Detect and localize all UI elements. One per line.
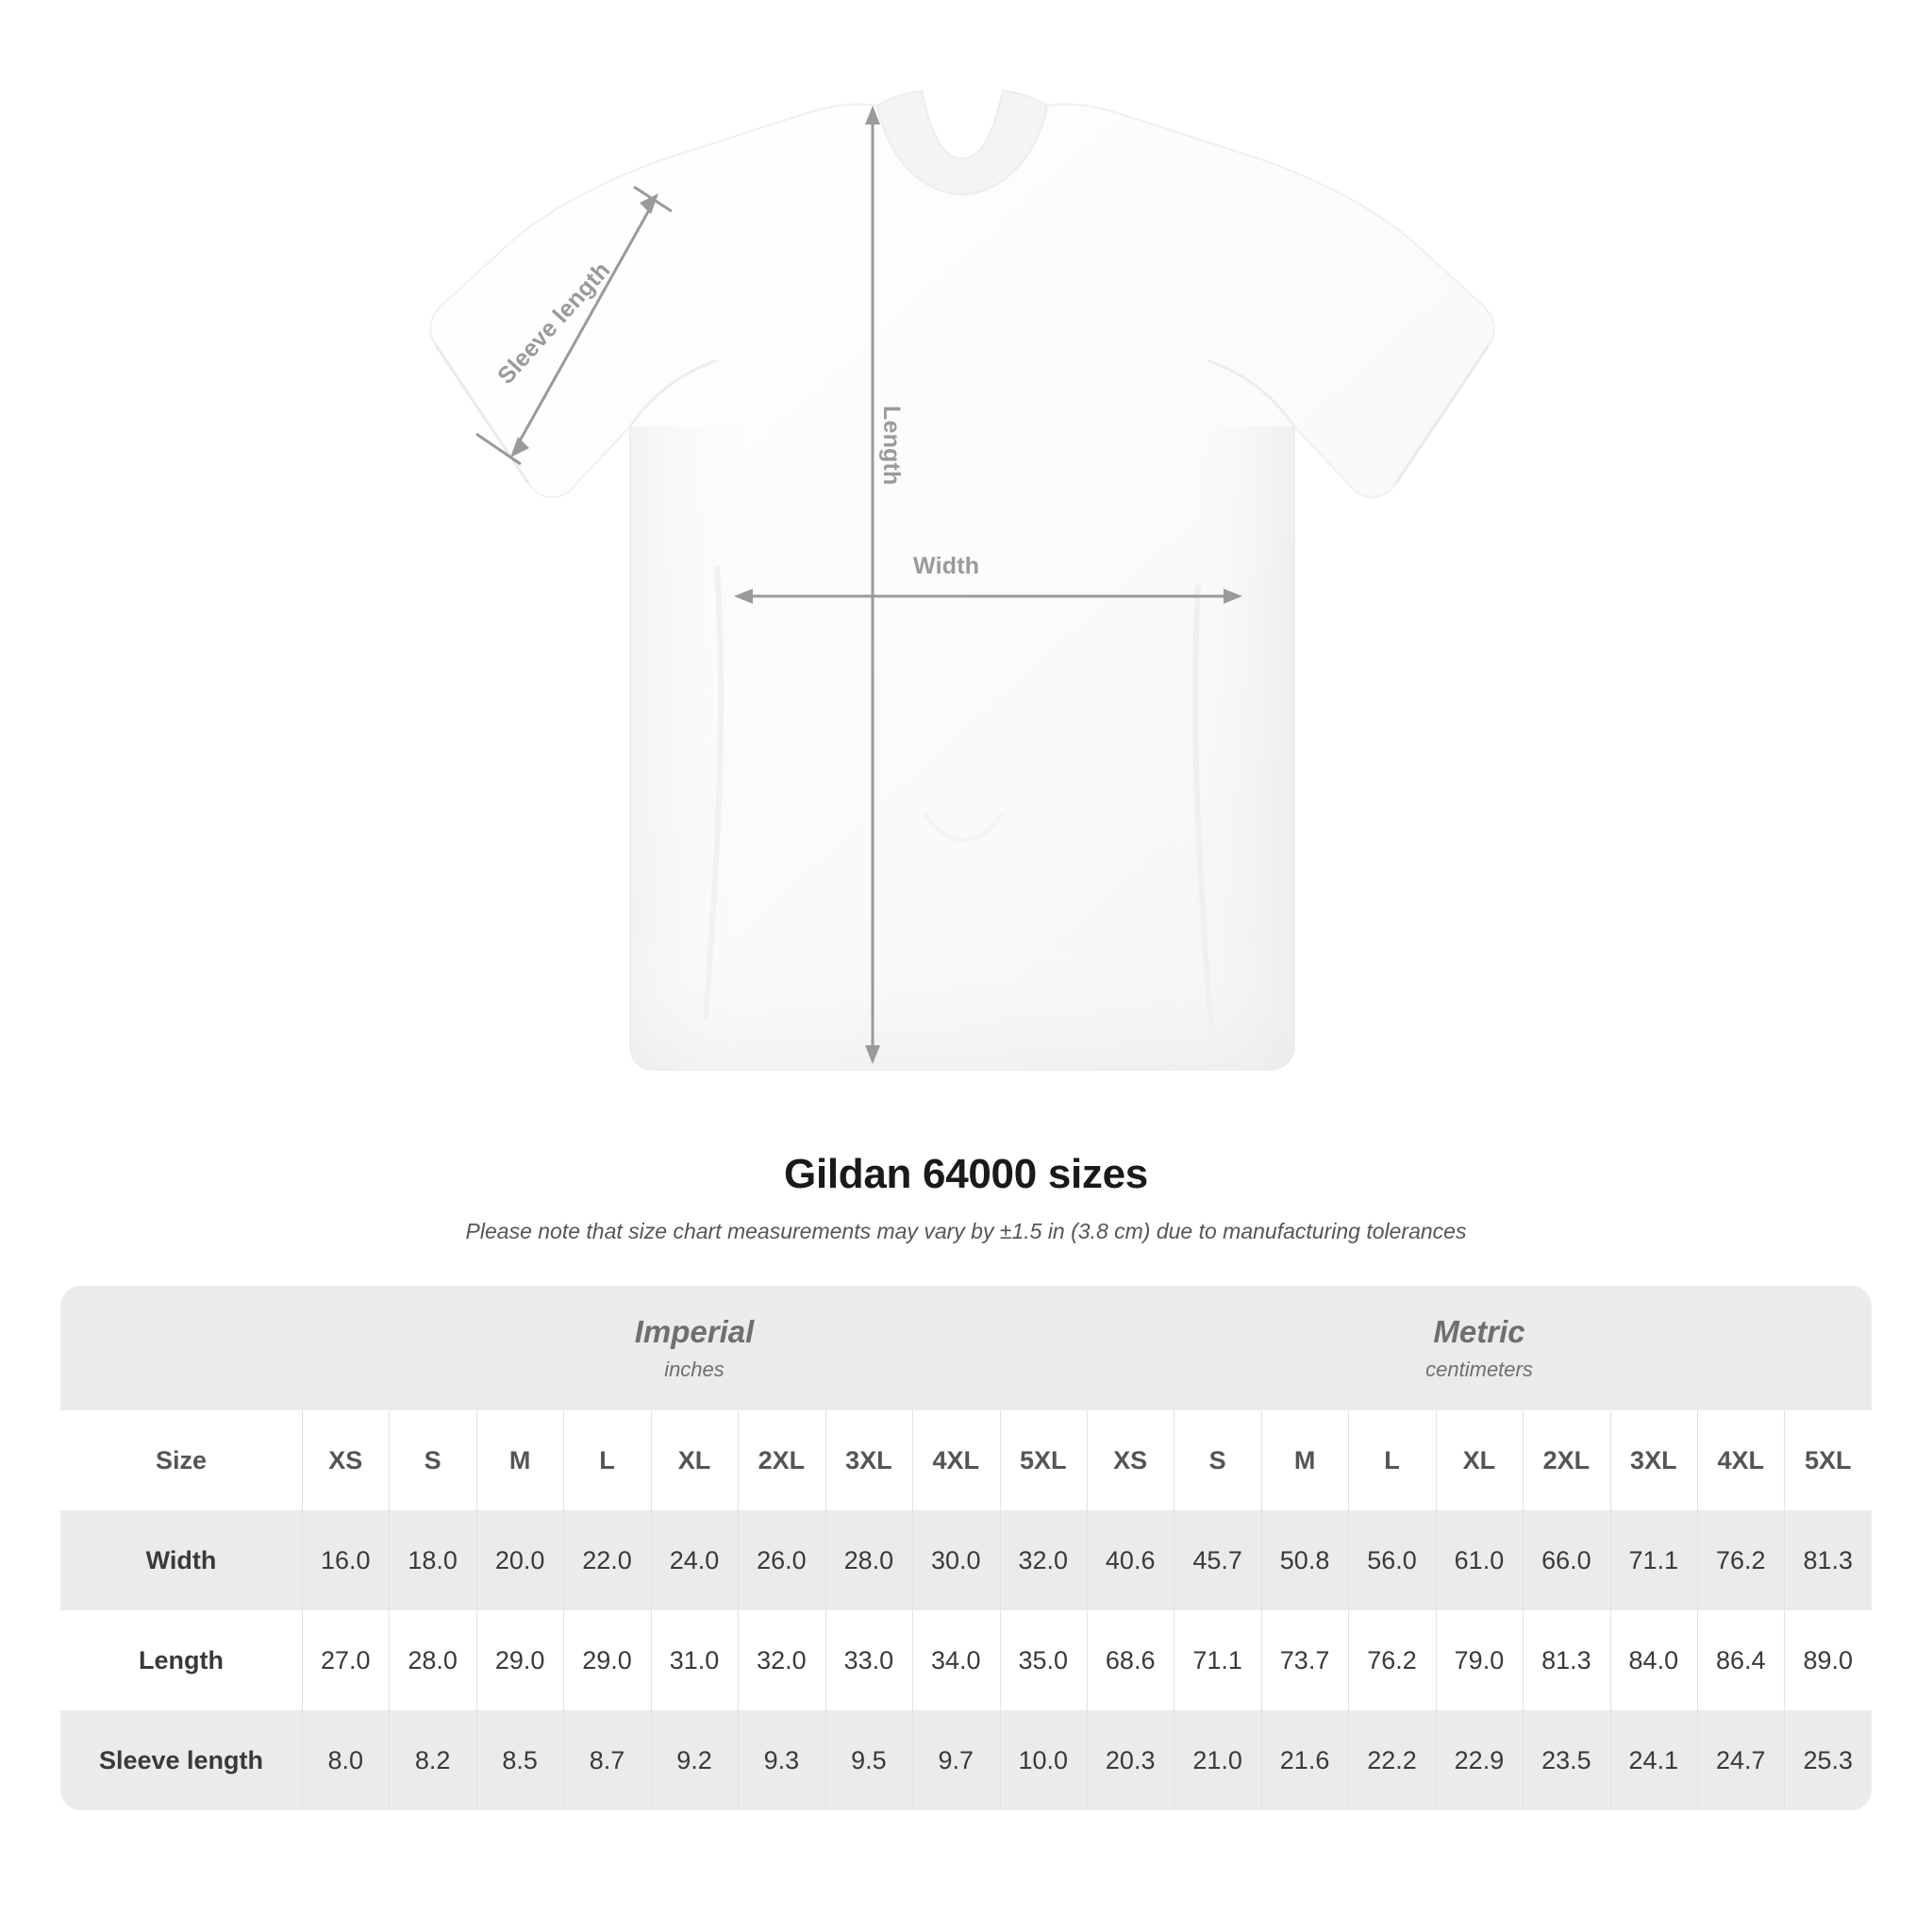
cell-sleeve-imperial-5xl: 10.0 [1000,1710,1087,1810]
col-header-imperial-3xl: 3XL [825,1410,912,1510]
col-header-imperial-5xl: 5XL [1000,1410,1087,1510]
imperial-group-header [302,1286,1087,1410]
cell-sleeve-imperial-3xl: 9.5 [825,1710,912,1810]
cell-length-metric-xl: 79.0 [1436,1610,1523,1710]
width-dimension-label: Width [913,553,980,579]
cell-width-imperial-2xl: 26.0 [738,1510,824,1610]
cell-length-imperial-4xl: 34.0 [912,1610,999,1710]
cell-width-imperial-4xl: 30.0 [912,1510,999,1610]
col-header-metric-2xl: 2XL [1523,1410,1609,1510]
imperial-unit-label: inches [664,1357,724,1381]
unit-system-header-row [60,1286,1872,1410]
size-chart-table-wrapper [60,1286,1872,1810]
cell-width-metric-s: 45.7 [1174,1510,1260,1610]
col-header-imperial-s: S [389,1410,475,1510]
table-row [60,1510,1872,1610]
cell-width-imperial-l: 22.0 [563,1510,650,1610]
cell-sleeve-metric-4xl: 24.7 [1697,1710,1784,1810]
col-header-metric-4xl: 4XL [1697,1410,1784,1510]
cell-sleeve-metric-xs: 20.3 [1087,1710,1174,1810]
col-header-metric-s: S [1174,1410,1260,1510]
cell-width-imperial-m: 20.0 [476,1510,563,1610]
cell-width-imperial-3xl: 28.0 [825,1510,912,1610]
col-header-imperial-xs: XS [302,1410,389,1510]
row-label-length: Length [60,1610,302,1710]
cell-sleeve-metric-l: 22.2 [1348,1710,1435,1810]
col-header-metric-5xl: 5XL [1784,1410,1872,1510]
metric-unit-label: centimeters [1425,1357,1533,1381]
cell-sleeve-imperial-4xl: 9.7 [912,1710,999,1810]
cell-width-imperial-xs: 16.0 [302,1510,389,1610]
cell-sleeve-imperial-xl: 9.2 [651,1710,738,1810]
imperial-system-label: Imperial [634,1314,755,1349]
col-header-imperial-l: L [563,1410,650,1510]
page-title: Gildan 64000 sizes [784,1151,1148,1197]
cell-width-metric-l: 56.0 [1348,1510,1435,1610]
size-row-header: Size [60,1410,302,1510]
metric-group-header [1087,1286,1872,1410]
cell-length-imperial-s: 28.0 [389,1610,475,1710]
cell-width-metric-m: 50.8 [1261,1510,1348,1610]
col-header-metric-l: L [1348,1410,1435,1510]
col-header-metric-3xl: 3XL [1610,1410,1697,1510]
cell-width-metric-4xl: 76.2 [1697,1510,1784,1610]
size-chart-table [60,1286,1872,1810]
cell-width-imperial-s: 18.0 [389,1510,475,1610]
cell-length-imperial-xs: 27.0 [302,1610,389,1710]
cell-width-imperial-5xl: 32.0 [1000,1510,1087,1610]
cell-width-imperial-xl: 24.0 [651,1510,738,1610]
col-header-imperial-m: M [476,1410,563,1510]
cell-sleeve-metric-3xl: 24.1 [1610,1710,1697,1810]
cell-length-imperial-2xl: 32.0 [738,1610,824,1710]
cell-length-imperial-xl: 31.0 [651,1610,738,1710]
size-header-row [60,1410,1872,1510]
cell-width-metric-xl: 61.0 [1436,1510,1523,1610]
cell-length-metric-m: 73.7 [1261,1610,1348,1710]
chart-title-block [0,1151,1932,1244]
shirt-body [430,91,1494,1070]
cell-sleeve-metric-2xl: 23.5 [1523,1710,1609,1810]
cell-sleeve-imperial-xs: 8.0 [302,1710,389,1810]
row-label-width: Width [60,1510,302,1610]
cell-length-imperial-3xl: 33.0 [825,1610,912,1710]
cell-sleeve-metric-5xl: 25.3 [1784,1710,1872,1810]
row-label-sleeve-length: Sleeve length [60,1710,302,1810]
cell-length-imperial-5xl: 35.0 [1000,1610,1087,1710]
col-header-metric-m: M [1261,1410,1348,1510]
length-dimension-label: Length [878,406,905,486]
cell-width-metric-xs: 40.6 [1087,1510,1174,1610]
unit-header-spacer [60,1286,302,1410]
cell-length-imperial-l: 29.0 [563,1610,650,1710]
col-header-imperial-4xl: 4XL [912,1410,999,1510]
cell-sleeve-imperial-l: 8.7 [563,1710,650,1810]
cell-width-metric-2xl: 66.0 [1523,1510,1609,1610]
cell-sleeve-imperial-s: 8.2 [389,1710,475,1810]
col-header-imperial-2xl: 2XL [738,1410,824,1510]
col-header-metric-xl: XL [1436,1410,1523,1510]
cell-width-metric-3xl: 71.1 [1610,1510,1697,1610]
measurement-tolerance-note: Please note that size chart measurements may vary by ±1.5 in (3.8 cm) due to manufacturing tolerances [465,1219,1467,1243]
table-row [60,1710,1872,1810]
cell-length-metric-s: 71.1 [1174,1610,1260,1710]
col-header-metric-xs: XS [1087,1410,1174,1510]
cell-length-metric-xs: 68.6 [1087,1610,1174,1710]
cell-length-imperial-m: 29.0 [476,1610,563,1710]
col-header-imperial-xl: XL [651,1410,738,1510]
metric-system-label: Metric [1433,1314,1525,1349]
cell-length-metric-5xl: 89.0 [1784,1610,1872,1710]
table-row [60,1610,1872,1710]
cell-length-metric-4xl: 86.4 [1697,1610,1784,1710]
sleeve-length-dimension-label: Sleeve length [492,257,616,390]
cell-length-metric-2xl: 81.3 [1523,1610,1609,1710]
cell-sleeve-imperial-m: 8.5 [476,1710,563,1810]
cell-sleeve-metric-xl: 22.9 [1436,1710,1523,1810]
cell-length-metric-3xl: 84.0 [1610,1610,1697,1710]
cell-length-metric-l: 76.2 [1348,1610,1435,1710]
cell-sleeve-metric-s: 21.0 [1174,1710,1260,1810]
cell-width-metric-5xl: 81.3 [1784,1510,1872,1610]
cell-sleeve-imperial-2xl: 9.3 [738,1710,824,1810]
cell-sleeve-metric-m: 21.6 [1261,1710,1348,1810]
